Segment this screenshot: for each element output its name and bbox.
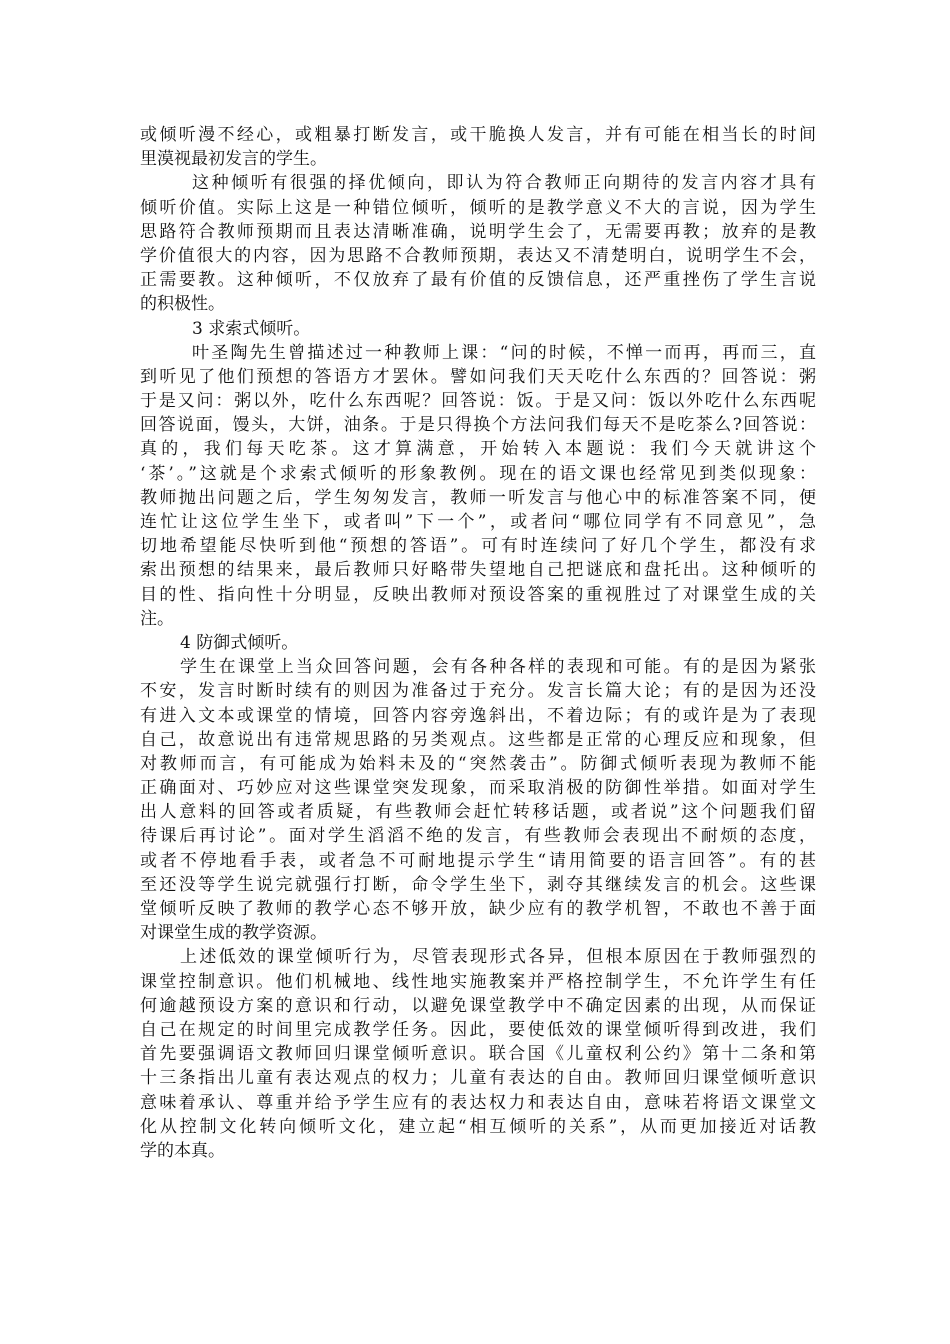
text-line: 目的性、指向性十分明显，反映出教师对预设答案的重视胜过了对课堂生成的关 — [140, 584, 816, 605]
text-line: 或倾听漫不经心，或粗暴打断发言，或干脆换人发言，并有可能在相当长的时间 — [140, 125, 816, 145]
text-line: 首先要强调语文教师回归课堂倾听意识。联合国《儿童权利公约》第十二条和第 — [140, 1044, 816, 1065]
document-page — [140, 123, 816, 1163]
text-line: ‘茶’。”这就是个求索式倾听的形象教例。现在的语文课也经常见到类似现象： — [140, 463, 816, 484]
text-line: 注。 — [140, 608, 174, 629]
text-line: 不安，发言时断时续有的则因为准备过于充分。发言长篇大论；有的是因为还没 — [140, 681, 816, 702]
text-line: 或者不停地看手表，或者急不可耐地提示学生“请用简要的语言回答”。有的甚 — [140, 850, 816, 871]
text-line: 学价值很大的内容，因为思路不合教师预期，表达又不清楚明白，说明学生不会， — [140, 245, 816, 266]
text-line: 这种倾听有很强的择优倾向，即认为符合教师正向期待的发言内容才具有 — [192, 173, 816, 194]
text-line: 十三条指出儿童有表达观点的权力；儿童有表达的自由。教师回归课堂倾听意识 — [140, 1068, 816, 1089]
text-line: 何逾越预设方案的意识和行动，以避免课堂教学中不确定因素的出现，从而保证 — [140, 995, 816, 1016]
text-line: 索出预想的结果来，最后教师只好略带失望地自己把谜底和盘托出。这种倾听的 — [140, 560, 816, 581]
section-heading-4 — [140, 631, 816, 655]
text-line: 堂倾听反映了教师的教学心态不够开放，缺少应有的教学机智，不敢也不善于面 — [140, 899, 816, 919]
text-line: 学生在课堂上当众回答问题，会有各种各样的表现和可能。有的是因为紧张 — [180, 657, 816, 678]
paragraph-defensive-listening — [140, 655, 816, 945]
text-line: 课堂控制意识。他们机械地、线性地实施教案并严格控制学生，不允许学生有任 — [140, 971, 816, 992]
text-line: 有进入文本或课堂的情境，回答内容旁逸斜出，不着边际；有的或许是为了表现 — [140, 705, 816, 726]
text-line: 到听见了他们预想的答语方才罢休。譬如问我们天天吃什么东西的？回答说：粥 — [140, 366, 816, 387]
text-line: 意味着承认、尊重并给予学生应有的表达权力和表达自由，意味若将语文课堂文 — [140, 1092, 816, 1113]
text-line: 倾听价值。实际上这是一种错位倾听，倾听的是教学意义不大的言说，因为学生 — [140, 197, 816, 218]
heading-text: 3 求索式倾听。 — [192, 318, 311, 339]
text-line: 叶圣陶先生曾描述过一种教师上课：“问的时候，不惮一而再，再而三，直 — [192, 342, 816, 363]
text-line: 于是又问：粥以外，吃什么东西呢？回答说：饭。于是又问：饭以外吃什么东西呢 — [140, 391, 816, 412]
text-line: 教师抛出问题之后，学生匆匆发言，教师一听发言与他心中的标准答案不同，便 — [140, 487, 816, 508]
paragraph-seeking-listening — [140, 341, 816, 631]
text-line: 里漠视最初发言的学生。 — [140, 149, 327, 170]
text-line: 回答说面，馒头，大饼，油条。于是只得换个方法问我们每天不是吃茶么?回答说： — [140, 415, 816, 436]
paragraph-listening-careless — [140, 123, 816, 171]
text-line: 自己在规定的时间里完成教学任务。因此，要使低效的课堂倾听得到改进，我们 — [140, 1019, 816, 1040]
text-line: 对课堂生成的教学资源。 — [140, 923, 327, 944]
text-line: 切地希望能尽快听到他“预想的答语”。可有时连续问了好几个学生，都没有求 — [140, 536, 816, 557]
text-line: 待课后再讨论”。面对学生滔滔不绝的发言，有些教师会表现出不耐烦的态度， — [140, 826, 816, 847]
text-line: 思路符合教师预期而且表达清晰准确，说明学生会了，无需要再教；放弃的是教 — [140, 221, 816, 242]
text-line: 学的本真。 — [140, 1140, 225, 1161]
text-line: 上述低效的课堂倾听行为，尽管表现形式各异，但根本原因在于教师强烈的 — [180, 947, 816, 968]
paragraph-conclusion — [140, 945, 816, 1163]
text-line: 至还没等学生说完就强行打断，命令学生坐下，剥夺其继续发言的机会。这些课 — [140, 874, 816, 895]
text-line: 化从控制文化转向倾听文化，建立起“相互倾听的关系”，从而更加接近对话教 — [140, 1116, 816, 1137]
text-line: 正需要教。这种倾听，不仅放弃了最有价值的反馈信息，还严重挫伤了学生言说 — [140, 270, 816, 291]
heading-text: 4 防御式倾听。 — [180, 632, 299, 653]
text-line: 的积极性。 — [140, 294, 225, 315]
paragraph-selective-listening — [140, 171, 816, 316]
text-line: 出人意料的回答或者质疑，有些教师会赶忙转移话题，或者说”这个问题我们留 — [140, 802, 816, 823]
text-line: 连忙让这位学生坐下，或者叫”下一个”，或者问“哪位同学有不同意见”，急 — [140, 512, 816, 532]
text-line: 正确面对、巧妙应对这些课堂突发现象，而采取消极的防御性举措。如面对学生 — [140, 778, 816, 799]
text-line: 自己，故意说出有违常规思路的另类观点。这些都是正常的心理反应和现象，但 — [140, 729, 816, 750]
text-line: 真的，我们每天吃茶。这才算满意，开始转入本题说：我们今天就讲这个 — [140, 439, 816, 460]
text-line: 对教师而言，有可能成为始料未及的“突然袭击”。防御式倾听表现为教师不能 — [140, 753, 816, 774]
section-heading-3 — [140, 317, 816, 341]
